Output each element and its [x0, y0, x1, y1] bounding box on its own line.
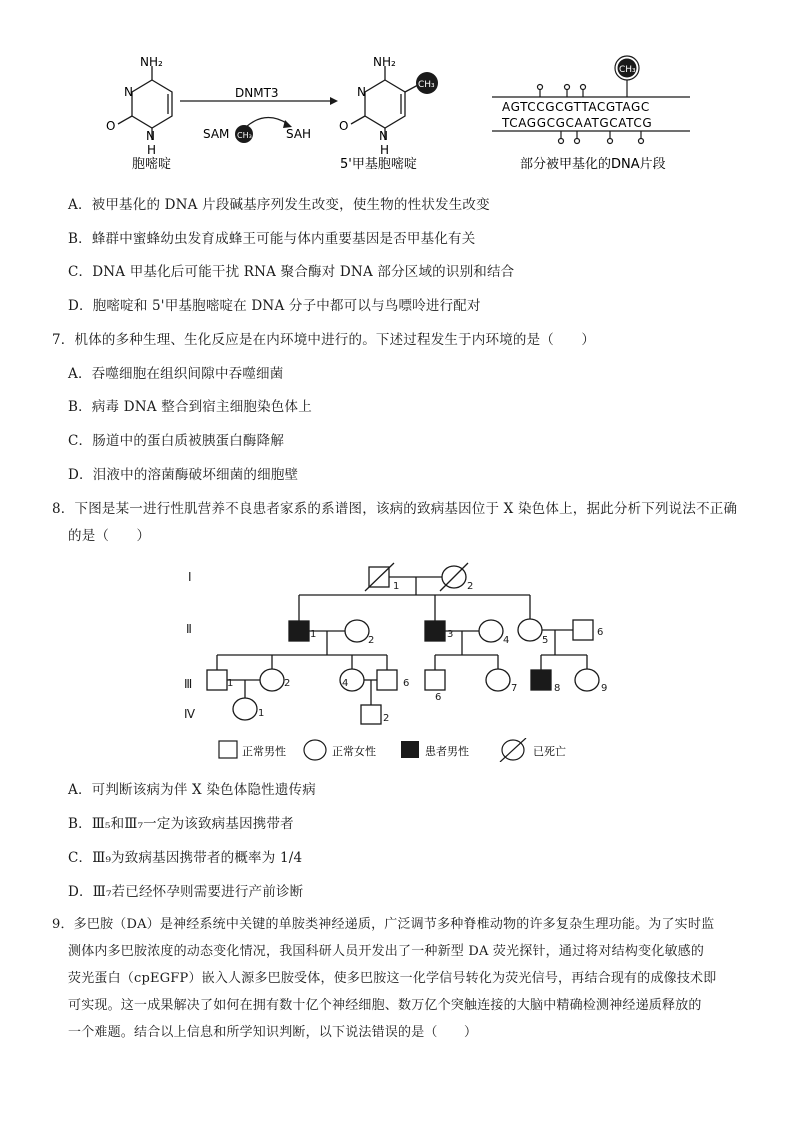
legend-normal-male: 正常男性: [242, 745, 286, 758]
svg-text:2: 2: [467, 581, 474, 592]
methylation-figure: [0, 0, 794, 185]
svg-text:3: 3: [447, 629, 454, 640]
cytosine-h: H: [147, 143, 157, 157]
methyl-o: O: [339, 119, 349, 133]
svg-text:1: 1: [227, 678, 234, 689]
sam-label: SAM: [203, 127, 230, 141]
gen-label-i: Ⅰ: [188, 570, 192, 584]
q7-option-a: A．吞噬细胞在组织间隙中吞噬细菌: [68, 366, 284, 382]
dna-label: 部分被甲基化的DNA片段: [520, 157, 666, 172]
methyl-label: 5'甲基胞嘧啶: [340, 157, 417, 172]
q9-line5: 一个难题。结合以上信息和所学知识判断，以下说法错误的是（ ）: [68, 1025, 478, 1040]
q6-option-b: B．蜂群中蜜蜂幼虫发育成蜂王可能与体内重要基因是否甲基化有关: [68, 231, 476, 247]
svg-text:9: 9: [601, 683, 608, 694]
q7-stem: 7．机体的多种生理、生化反应是在内环境中进行的。下述过程发生于内环境的是（ ）: [52, 332, 596, 348]
legend-affected-male-icon: [401, 741, 419, 758]
methyl-ch3-text: CH₃: [418, 80, 435, 90]
q6-option-a: A．被甲基化的 DNA 片段碱基序列发生改变，使生物的性状发生改变: [68, 197, 490, 213]
cytosine-n: N: [124, 85, 133, 99]
svg-text:2: 2: [383, 713, 390, 724]
svg-text:6: 6: [597, 627, 604, 638]
svg-text:4: 4: [503, 635, 510, 646]
legend-affected-male: 患者男性: [425, 745, 469, 758]
methyl-h: H: [380, 143, 390, 157]
dna-ch3-text: CH₃: [619, 65, 636, 75]
sah-label: SAH: [286, 127, 312, 141]
cytosine-nh2: NH₂: [140, 55, 163, 69]
dna-bottom-strand: TCAGGCGCAATGCATCG: [502, 116, 653, 130]
q6-option-d: D．胞嘧啶和 5'甲基胞嘧啶在 DNA 分子中都可以与鸟嘌呤进行配对: [68, 298, 481, 314]
legend-normal-female-icon: [304, 740, 326, 760]
q8-option-b: B．Ⅲ₅和Ⅲ₇一定为该致病基因携带者: [68, 816, 294, 832]
svg-text:6: 6: [435, 692, 442, 703]
q7-option-c: C．肠道中的蛋白质被胰蛋白酶降解: [68, 433, 285, 449]
gen-label-ii: Ⅱ: [186, 622, 192, 636]
q9-line2: 测体内多巴胺浓度的动态变化情况，我国科研人员开发出了一种新型 DA 荧光探针，通过将对结构变化敏感的: [68, 944, 705, 959]
methyl-n2: N: [379, 129, 388, 143]
svg-text:2: 2: [368, 635, 375, 646]
legend-normal-female: 正常女性: [332, 745, 376, 758]
cytosine-n2: N: [146, 129, 155, 143]
legend-normal-male-icon: [219, 741, 237, 758]
q7-option-b: B．病毒 DNA 整合到宿主细胞染色体上: [68, 399, 312, 415]
q9-line4: 可实现。这一成果解决了如何在拥有数十亿个神经细胞、数万亿个突触连接的大脑中精确检测神经递质释放的: [68, 998, 702, 1013]
gen-label-iv: Ⅳ: [184, 707, 196, 721]
arrow-head-icon: [330, 97, 338, 105]
pedigree-legend: [215, 738, 635, 762]
q9-line1: 9．多巴胺（DA）是神经系统中关键的单胺类神经递质，广泛调节多种脊椎动物的许多复杂生理功能。为了实时监: [52, 917, 715, 932]
svg-text:1: 1: [310, 629, 317, 640]
q8-option-a: A．可判断该病为伴 X 染色体隐性遗传病: [68, 782, 316, 798]
q8-stem-line1: 8．下图是某一进行性肌营养不良患者家系的系谱图，该病的致病基因位于 X 染色体上，据此分析下列说法不正确: [52, 501, 738, 517]
svg-text:2: 2: [284, 678, 291, 689]
methyl-nh2: NH₂: [373, 55, 396, 69]
svg-text:1: 1: [258, 708, 265, 719]
svg-text:8: 8: [554, 683, 561, 694]
q7-option-d: D．泪液中的溶菌酶破坏细菌的细胞壁: [68, 467, 299, 483]
dna-top-strand: AGTCCGCGTTACGTAGC: [502, 100, 650, 114]
gen-label-iii: Ⅲ: [184, 677, 193, 691]
q9-line3: 荧光蛋白（cpEGFP）嵌入人源多巴胺受体，使多巴胺这一化学信号转化为荧光信号，再结合现有的成像技术即: [68, 971, 717, 986]
methyl-n: N: [357, 85, 366, 99]
svg-text:5: 5: [542, 635, 549, 646]
cytosine-label: 胞嘧啶: [132, 157, 172, 172]
svg-text:4: 4: [342, 678, 349, 689]
q8-option-c: C．Ⅲ₉为致病基因携带者的概率为 1/4: [68, 850, 303, 866]
svg-text:6: 6: [403, 678, 410, 689]
q8-stem-line2: 的是（ ）: [68, 528, 151, 544]
svg-text:1: 1: [393, 581, 400, 592]
q8-option-d: D．Ⅲ₇若已经怀孕则需要进行产前诊断: [68, 884, 304, 900]
cytosine-o: O: [106, 119, 116, 133]
q6-option-c: C．DNA 甲基化后可能干扰 RNA 聚合酶对 DNA 部分区域的识别和结合: [68, 264, 515, 280]
legend-dead: 已死亡: [533, 745, 566, 758]
cytosine-structure: [118, 66, 172, 140]
sam-ch3-text: CH₃: [237, 131, 252, 140]
enzyme-label: DNMT3: [235, 86, 279, 100]
svg-text:7: 7: [511, 683, 518, 694]
